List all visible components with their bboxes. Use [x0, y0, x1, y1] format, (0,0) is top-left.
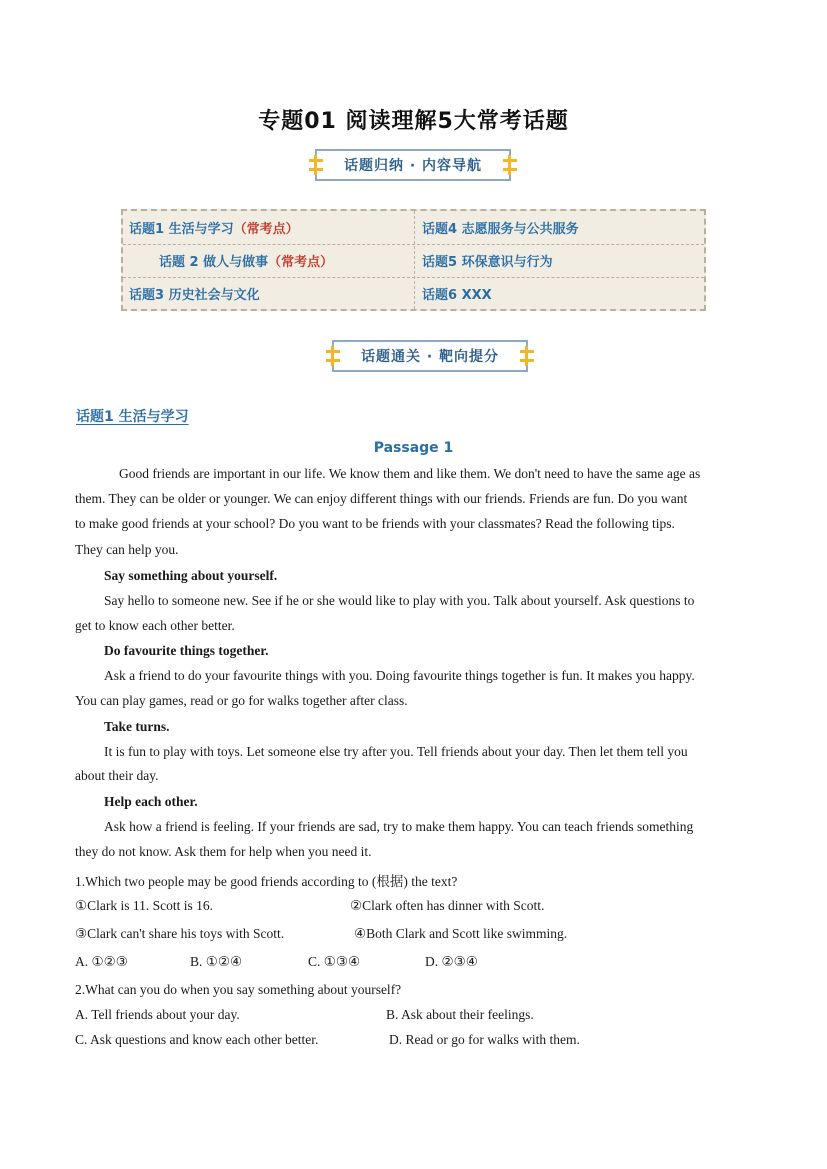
tip-line: about their day. [75, 768, 159, 783]
statement-4: ④Both Clark and Scott like swimming. [354, 926, 568, 941]
section-heading[interactable]: 话题1 生活与学习 [76, 409, 189, 425]
passage-line: Good friends are important in our life. We know them and like them. We don't need to have the same age as [119, 466, 701, 481]
banner-deco-icon [326, 346, 340, 366]
page-title: 专题01 阅读理解5大常考话题 [258, 109, 569, 134]
nav-banner [315, 149, 511, 181]
question-1-stem: 1.Which two people may be good friends according to (根据) the text? [75, 874, 458, 889]
topic-3-label: 话题3 历史社会与文化 [129, 288, 260, 303]
tip-heading: Say something about yourself. [104, 568, 278, 583]
banner-deco-icon [503, 155, 517, 175]
topic-1-label: 话题1 生活与学习 [129, 222, 234, 237]
tip-line: It is fun to play with toys. Let someone else try after you. Tell friends about your day. Then let them tell you [104, 744, 688, 759]
tip-line: get to know each other better. [75, 618, 235, 633]
q1-option-a[interactable]: A. ①②③ [75, 954, 128, 969]
passage-line: They can help you. [75, 542, 179, 557]
topic-2[interactable] [159, 244, 333, 277]
topic-4-label: 话题4 志愿服务与公共服务 [422, 222, 579, 237]
statement-2: ②Clark often has dinner with Scott. [350, 898, 545, 913]
passage-line: them. They can be older or younger. We can enjoy different things with our friends. Friends are fun. Do you want [75, 491, 688, 506]
tip-line: they do not know. Ask them for help when you need it. [75, 844, 372, 859]
tip-heading: Do favourite things together. [104, 643, 269, 658]
banner-deco-icon [520, 346, 534, 366]
statement-1: ①Clark is 11. Scott is 16. [75, 898, 213, 913]
nav-banner-label: 话题归纳 · 内容导航 [343, 158, 483, 174]
topic-5-label: 话题5 环保意识与行为 [422, 255, 553, 270]
topic-1-tag: （常考点） [233, 222, 299, 237]
q1-option-b[interactable]: B. ①②④ [190, 954, 243, 969]
passage-title: Passage 1 [373, 440, 454, 456]
q2-option-a[interactable]: A. Tell friends about your day. [75, 1007, 240, 1022]
q1-option-c[interactable]: C. ①③④ [308, 954, 361, 969]
topic-3[interactable] [129, 277, 260, 310]
topic-5[interactable] [422, 244, 553, 277]
q2-option-c[interactable]: C. Ask questions and know each other better. [75, 1032, 319, 1047]
practice-banner [332, 340, 528, 372]
tip-line: You can play games, read or go for walks together after class. [75, 693, 408, 708]
tip-line: Ask how a friend is feeling. If your friends are sad, try to make them happy. You can teach friends something [104, 819, 694, 834]
q2-option-b[interactable]: B. Ask about their feelings. [386, 1007, 534, 1022]
practice-banner-label: 话题通关 · 靶向提分 [360, 349, 500, 365]
tip-line: Say hello to someone new. See if he or she would like to play with you. Talk about yourself. Ask questions to [104, 593, 695, 608]
statement-3: ③Clark can't share his toys with Scott. [75, 926, 285, 941]
topic-2-label: 话题 2 做人与做事 [159, 255, 269, 270]
tip-heading: Take turns. [104, 719, 170, 734]
tip-heading: Help each other. [104, 794, 198, 809]
banner-deco-icon [309, 155, 323, 175]
q1-option-d[interactable]: D. ②③④ [425, 954, 478, 969]
topic-2-tag: （常考点） [268, 255, 334, 270]
topic-table [121, 209, 706, 311]
tip-line: Ask a friend to do your favourite things with you. Doing favourite things together is fun. It makes you happy. [104, 668, 695, 683]
q2-option-d[interactable]: D. Read or go for walks with them. [389, 1032, 580, 1047]
question-2-stem: 2.What can you do when you say something about yourself? [75, 982, 402, 997]
topic-4[interactable] [422, 211, 579, 244]
topic-6-label: 话题6 XXX [422, 288, 492, 303]
topic-1[interactable] [129, 211, 299, 244]
topic-6[interactable] [422, 277, 492, 310]
passage-line: to make good friends at your school? Do you want to be friends with your classmates? Read the following tips. [75, 516, 675, 531]
